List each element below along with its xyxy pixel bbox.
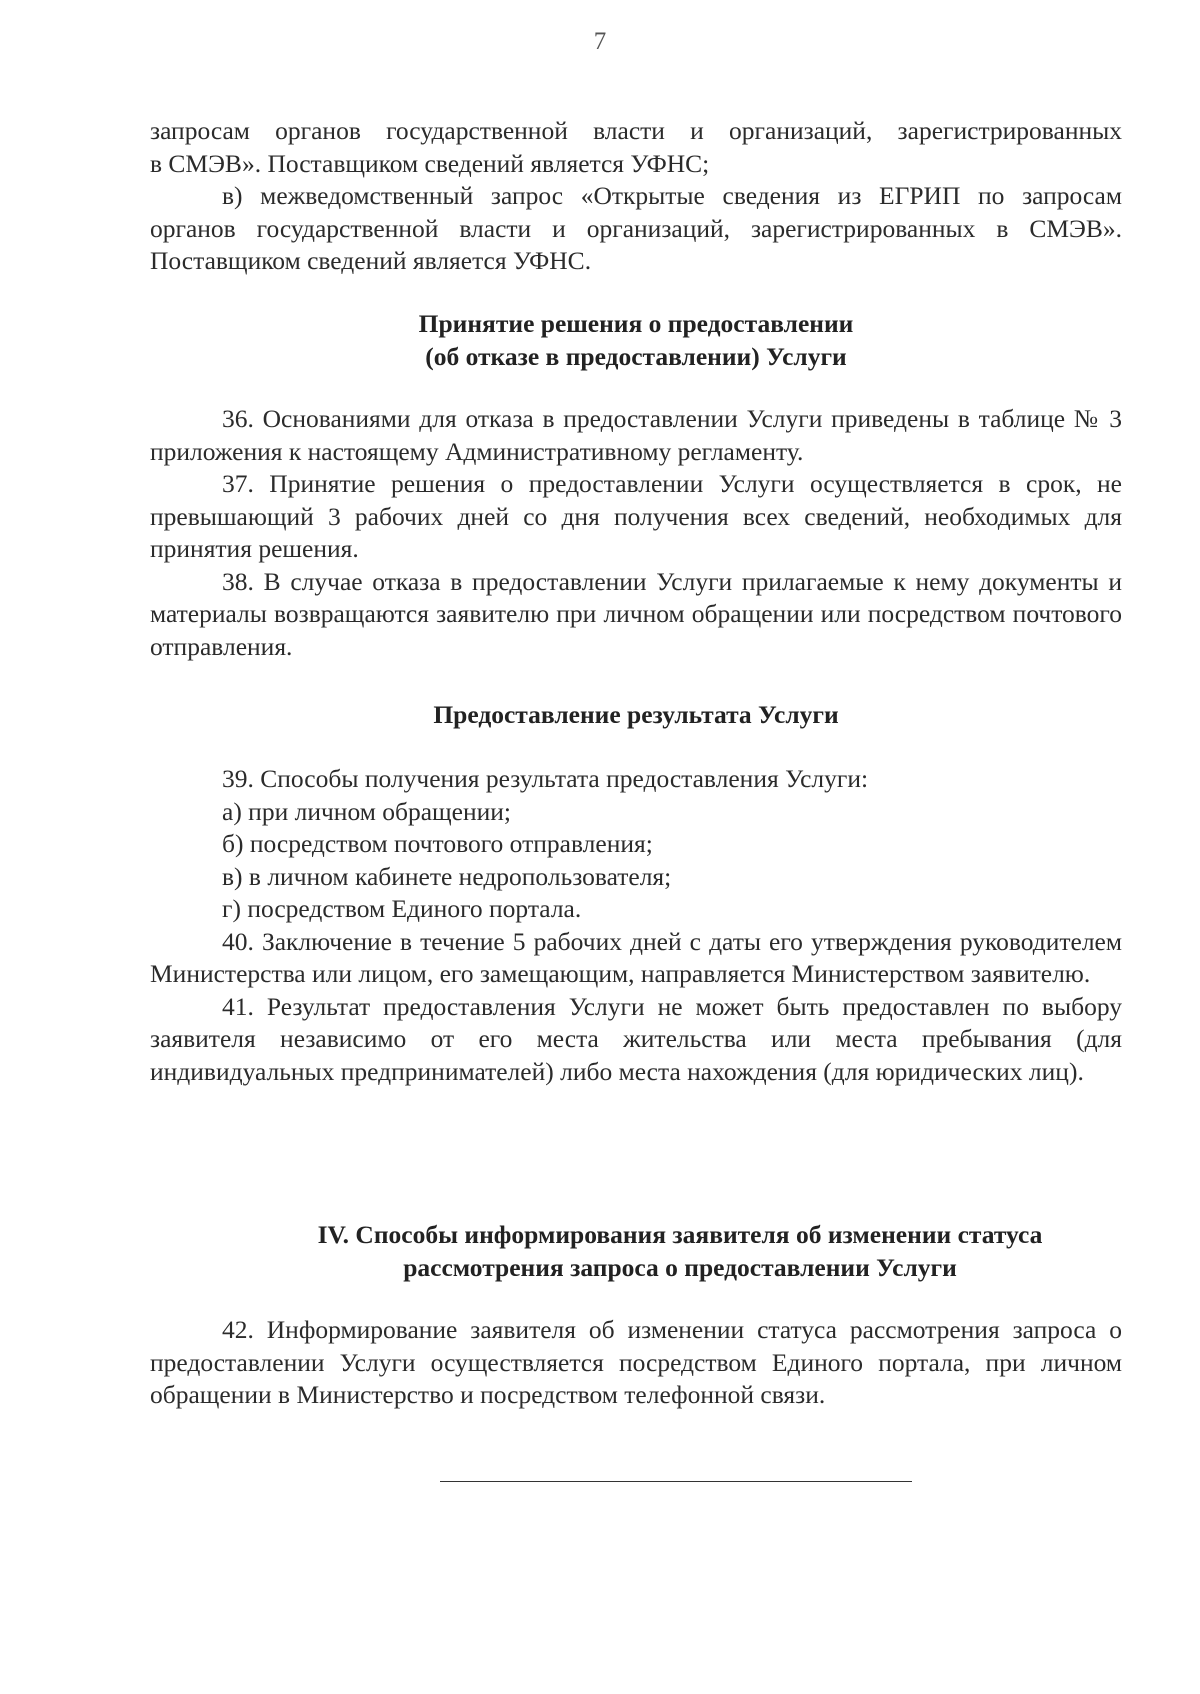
intro-line-2: в СМЭВ». Поставщиком сведений является УФНС; (150, 148, 710, 178)
end-divider (440, 1481, 912, 1482)
list-item: а) при личном обращении; (222, 796, 511, 826)
page-number: 7 (593, 28, 607, 55)
heading-result (150, 698, 1122, 731)
heading-decision-line-1: Принятие решения о предоставлении (418, 309, 854, 338)
heading-decision-line-2: (об отказе в предоставлении) Услуги (425, 342, 847, 371)
heading-section-iv (230, 1218, 1130, 1284)
paragraph-37: 37. Принятие решения о предоставлении Услуги осуществляется в срок, не превышающий 3 рабочих дней со дня получения всех сведений, необходимых для принятия решения. (150, 469, 1122, 563)
result-paragraphs (150, 763, 1122, 1088)
paragraph-42: 42. Информирование заявителя об изменении статуса рассмотрения запроса о предоставлении Услуги осуществляется посредством Единого портала, при личном обращении в Министерство и посредством телефонной связи. (150, 1315, 1122, 1409)
paragraph-36: 36. Основаниями для отказа в предоставлении Услуги приведены в таблице № 3 приложения к настоящему Административному регламенту. (150, 404, 1122, 466)
list-item: г) посредством Единого портала. (222, 894, 582, 923)
heading-result-line: Предоставление результата Услуги (433, 700, 839, 729)
decision-paragraphs (150, 403, 1122, 663)
paragraph-40: 40. Заключение в течение 5 рабочих дней с даты его утверждения руководителем Министерства или лицом, его замещающим, направляется Министерством заявителю. (150, 926, 1122, 988)
intro-block (150, 115, 1122, 278)
paragraph-item-v: в) межведомственный запрос «Открытые сведения из ЕГРИП по запросам органов государственной власти и организаций, зарегистрированных в СМЭВ». Поставщиком сведений является УФНС. (150, 181, 1122, 275)
heading-decision (150, 307, 1122, 373)
paragraph-38: 38. В случае отказа в предоставлении Услуги прилагаемые к нему документы и материалы возвращаются заявителю при личном обращении или посредством почтового отправления. (150, 566, 1122, 661)
heading-section-iv-line-1: IV. Способы информирования заявителя об изменении статуса (317, 1220, 1043, 1249)
paragraph-41: 41. Результат предоставления Услуги не может быть предоставлен по выбору заявителя независимо от его места жительства или места пребывания (для индивидуальных предпринимателей) либо места нахождения (для юридических лиц). (150, 991, 1122, 1086)
list-item: б) посредством почтового отправления; (222, 829, 653, 858)
section-iv-paragraphs (150, 1314, 1122, 1412)
paragraph-39: 39. Способы получения результата предоставления Услуги: (222, 764, 869, 793)
intro-line-1: запросам органов государственной власти и организаций, зарегистрированных (150, 116, 1122, 145)
list-item: в) в личном кабинете недропользователя; (222, 861, 672, 891)
heading-section-iv-line-2: рассмотрения запроса о предоставлении Услуги (403, 1253, 957, 1282)
